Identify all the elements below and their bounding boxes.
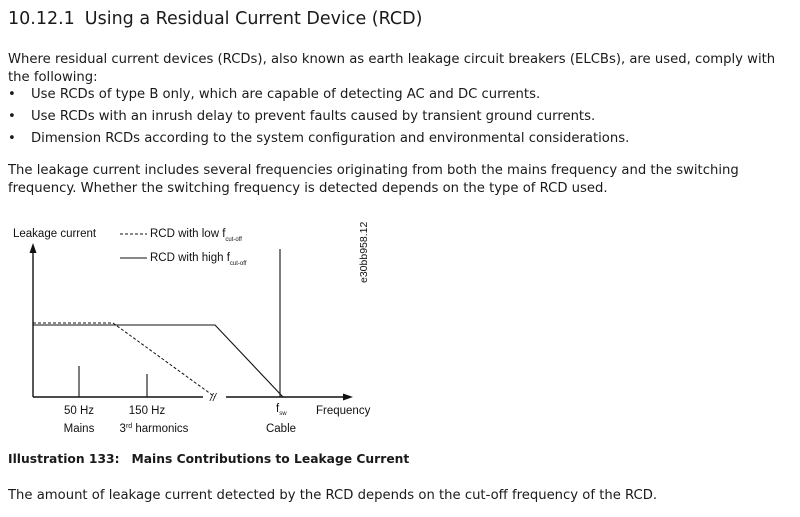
tick-fsw: $f_{sw}$ bbox=[276, 403, 287, 417]
list-item bbox=[8, 130, 629, 152]
closing-paragraph: The amount of leakage current detected by the RCD depends on the cut-off frequency of the RCD. bbox=[8, 488, 658, 503]
y-axis-arrow bbox=[30, 243, 37, 253]
low-cutoff-curve bbox=[33, 323, 215, 397]
tick-150hz: 150 Hz bbox=[128, 405, 166, 417]
figure-id: e30bb958.12 bbox=[358, 221, 370, 283]
leakage-current-diagram bbox=[0, 210, 800, 445]
intro-paragraph: Where residual current devices (RCDs), also known as earth leakage circuit breakers (ELCBs), are used, comply with the following: bbox=[8, 52, 776, 85]
bullet-marker: • bbox=[8, 131, 16, 146]
illustration-caption bbox=[8, 452, 409, 466]
axis-break-mark: // bbox=[210, 392, 217, 404]
tick-mains: Mains bbox=[63, 423, 95, 435]
requirements-list bbox=[8, 86, 629, 152]
section-title: Using a Residual Current Device (RCD) bbox=[84, 9, 423, 29]
list-item bbox=[8, 108, 629, 130]
section-number: 10.12.1 bbox=[8, 9, 75, 29]
bullet-marker: • bbox=[8, 87, 16, 102]
list-item bbox=[8, 86, 629, 108]
x-axis-arrow bbox=[343, 394, 353, 401]
list-item-text: Use RCDs with an inrush delay to prevent faults caused by transient ground currents. bbox=[31, 109, 596, 124]
caption-label: Illustration 133: bbox=[8, 452, 120, 466]
tick-cable: Cable bbox=[265, 423, 297, 435]
legend-high-cutoff: RCD with high $f_{cut-off}$ bbox=[150, 252, 247, 267]
tick-50hz: 50 Hz bbox=[63, 405, 95, 417]
bullet-marker: • bbox=[8, 109, 16, 124]
leakage-paragraph: The leakage current includes several frequencies originating from both the mains frequency and the switching frequency. Whether the switching frequency is detected depends on the type of RCD used. bbox=[8, 163, 739, 196]
legend-low-cutoff: RCD with low $f_{cut-off}$ bbox=[150, 228, 242, 243]
list-item-text: Use RCDs of type B only, which are capable of detecting AC and DC currents. bbox=[31, 87, 541, 102]
y-axis-label: Leakage current bbox=[13, 228, 97, 240]
high-cutoff-curve bbox=[33, 325, 283, 397]
x-axis-label: Frequency bbox=[316, 405, 371, 417]
section-heading bbox=[8, 9, 422, 29]
tick-3rd-harmonics: 3rd harmonics bbox=[119, 423, 189, 435]
caption-text: Mains Contributions to Leakage Current bbox=[131, 452, 410, 466]
list-item-text: Dimension RCDs according to the system configuration and environmental considerations. bbox=[31, 131, 630, 146]
